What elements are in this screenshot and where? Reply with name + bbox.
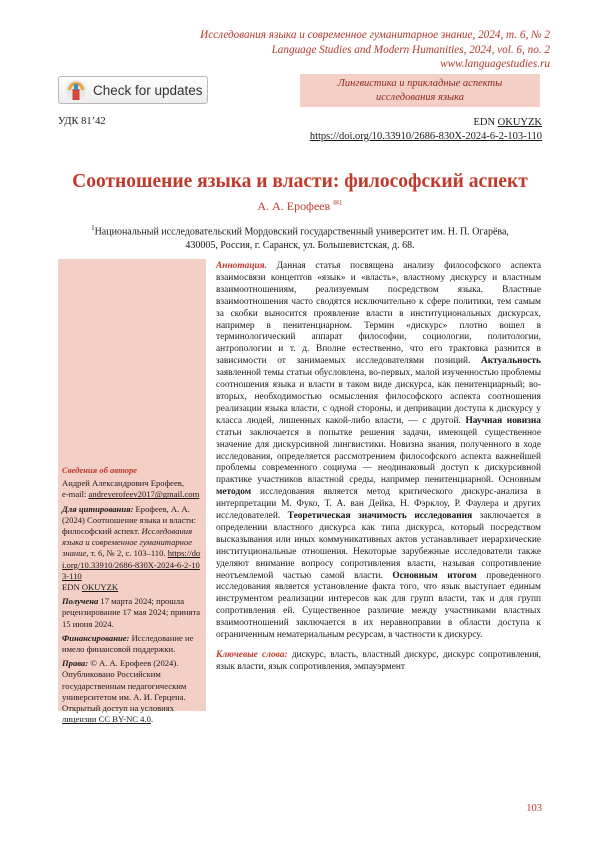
abstract-text-3: статьи заключается в попытке решения задачи, имеющей существенное значение для дискурсивной лингвистики. Новизна знания, полученного в ходе исследования, определяется рассмотрением философского аспекта важнейшей проблемы современного социума — неодинаковый доступ к дискурсивной практике участников властной среды, например пенитенциарной. Основным	[216, 427, 541, 486]
funding-text: Исследование не имело финансовой поддержки.	[62, 632, 194, 655]
envelope-icon[interactable]: ✉1	[333, 199, 343, 207]
affiliation	[70, 222, 530, 252]
rights-text: © А. А. Ерофеев (2024). Опубликовано Российским государственным педагогическим университетом им. А. И. Герцена. Открытый доступ на условиях	[62, 658, 187, 714]
email-label: e-mail:	[62, 489, 89, 500]
affiliation-line-2: 430005, Россия, г. Саранск, ул. Большевистская, д. 68.	[185, 239, 415, 251]
edn-link[interactable]: OKUYZK	[497, 117, 542, 128]
doi-link[interactable]: https://doi.org/10.33910/2686-830X-2024-6-2-103-110	[309, 131, 542, 142]
page-number: 103	[526, 803, 542, 814]
affiliation-sup: 1	[91, 224, 95, 232]
check-for-updates-button[interactable]	[58, 76, 208, 104]
abstract-text-6: проведенного исследования является установление факта того, что язык выступает единым инструментом реализации интересов как для групп власти, так и для групп сопротивления ей. Существенное различие между участниками властных взаимоотношений заключается в их неравноправии в области доступа к ограниченным нематериальным ресурсам, в частности к дискурсу.	[216, 570, 541, 641]
cite-edn-link[interactable]: OKUYZK	[81, 582, 119, 593]
funding-label: Финансирование:	[62, 632, 130, 643]
rubric-line-1: Лингвистика и прикладные аспекты	[337, 78, 503, 89]
author-full-name: Андрей Александрович Ерофеев,	[62, 478, 184, 489]
crossmark-icon	[63, 78, 89, 102]
udk-code: УДК 81’42	[58, 116, 106, 127]
journal-title-en: Language Studies and Modern Humanities, 2024, vol. 6, no. 2	[271, 43, 550, 56]
author-name: А. А. Ерофеев	[257, 199, 331, 213]
cite-edn-prefix: EDN	[62, 582, 82, 593]
abstract-bold-5: Основным итогом	[392, 570, 477, 581]
abstract-text-5: заключается в определении властного дискурса как типа дискурса, который посредством высказывания или иных коммуникативных актов устанавливает иерархические институциональные отношения. Некоторые зарубежные исследователи также уделяют внимание вопросу сопротивления власти, называя сопротивление неотъемлемой частью самой власти.	[216, 511, 541, 581]
cite-doi-link[interactable]: https://doi.org/10.33910/2686-830X-2024-6-2-103-110	[62, 548, 201, 581]
abstract-bold-2: Научная новизна	[465, 415, 541, 426]
article-title: Соотношение языка и власти: философский аспект	[72, 171, 528, 192]
author-email-link[interactable]: andreyerofeev2017@gmail.com	[88, 489, 200, 500]
abstract-block	[216, 261, 541, 674]
cite-tail: , т. 6, № 2, с. 103–110.	[86, 548, 166, 559]
cite-text: Ерофеев, А. А. (2024) Соотношение языка и власти: философский аспект.	[62, 503, 196, 537]
sidebar-info	[58, 259, 206, 725]
about-author-heading: Сведения об авторе	[62, 465, 138, 475]
abstract-text-1: Данная статья посвящена анализу философского аспекта взаимосвязи концептов «язык» и «власть», властному дискурсу и властным взаимоотношениям, реализуемым посредством языка. Властные взаимоотношения часто сводятся исключительно к сфере политики, тем самым за скобки выносится проявление власти в институциональных дискурсах, например в пенитенциарном. Термин «дискурс» плотно вошел в терминологический аппарат философии, социологии, политологии, антропологии и т. д. Вполне естественно, что его трактовка разнится в зависимости от занимаемых исследователями позиций.	[216, 261, 541, 367]
abstract-bold-1: Актуальность	[480, 356, 541, 367]
license-link[interactable]: лицензии CC BY-NC 4.0	[62, 714, 151, 725]
keywords-text: дискурс, власть, властный дискурс, дискурс сопротивления, язык власти, язык сопротивления, эмпауэрмент	[216, 650, 541, 672]
journal-title-ru: Исследования языка и современное гуманитарное знание, 2024, т. 6, № 2	[200, 29, 550, 41]
author-line	[0, 199, 600, 214]
rights-end: .	[150, 714, 154, 725]
check-for-updates-label: Check for updates	[93, 82, 203, 98]
abstract-bold-3: методом	[216, 487, 252, 498]
cite-journal: Исследования языка и современное гуманитарное знание	[62, 526, 193, 559]
edn-block	[310, 116, 542, 144]
edn-prefix: EDN	[473, 117, 498, 128]
received-text: 17 марта 2024; прошла рецензирование 17 мая 2024; принята 15 июня 2024.	[62, 596, 201, 629]
journal-header	[200, 28, 550, 72]
rubric-box	[300, 74, 540, 107]
cite-label: Для цитирования:	[62, 503, 134, 514]
abstract-text-4: исследования является метод критического дискурс-анализа в интерпретации М. Фуко, Т. А. ван Дейка, Н. Фэрклоу, Р. Фаулера и других исследователей.	[216, 487, 541, 522]
received-label: Получена	[62, 596, 99, 607]
abstract-bold-4: Теоретическая значимость исследования	[287, 511, 473, 522]
abstract-text-2: заявленной темы статьи обусловлена, во-первых, малой изученностью проблемы соотношения языка и власти в таком виде дискурса, как пенитенциарный; во-вторых, необходимостью осмысления философского аспекта соотношения реализации языка власти, с одной стороны, и депривации доступа к дискурсу у класса людей, лишенных какой-либо власти, — с другой.	[216, 368, 541, 426]
keywords-label: Ключевые слова:	[216, 650, 288, 660]
affiliation-line-1: Национальный исследовательский Мордовский государственный университет им. Н. П. Огарёва,	[94, 226, 509, 238]
rubric-line-2: исследования языка	[375, 91, 465, 103]
rights-label: Права:	[62, 658, 89, 669]
journal-website[interactable]: www.languagestudies.ru	[440, 58, 550, 70]
abstract-label: Аннотация.	[216, 261, 267, 271]
